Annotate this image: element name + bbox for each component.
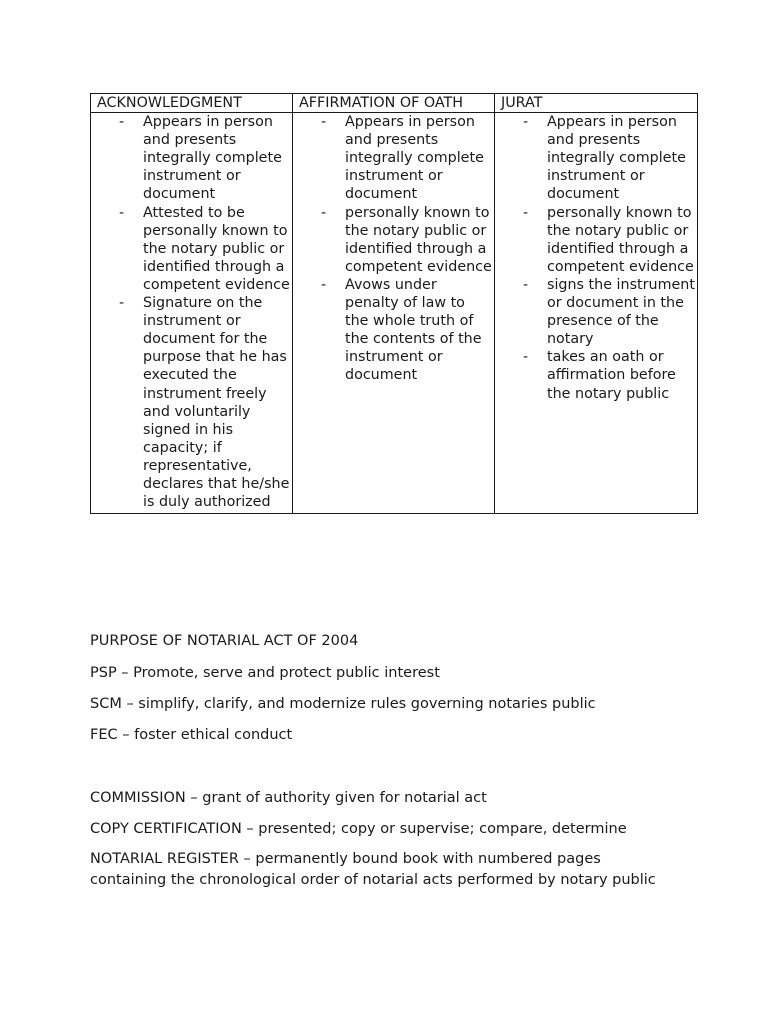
header-jurat: JURAT bbox=[495, 94, 698, 113]
list-item-text: Avows under penalty of law to the whole truth of the contents of the instrument or document bbox=[345, 276, 482, 384]
purpose-heading: PURPOSE OF NOTARIAL ACT OF 2004 bbox=[90, 633, 359, 649]
acknowledgment-list bbox=[91, 113, 292, 511]
notarial-acts-table bbox=[90, 93, 698, 514]
list-item-text: Appears in person and presents integrally complete instrument or document bbox=[345, 114, 484, 203]
definition-copy-certification: COPY CERTIFICATION – presented; copy or supervise; compare, determine bbox=[90, 821, 627, 837]
purpose-psp: PSP – Promote, serve and protect public interest bbox=[90, 665, 440, 681]
dash-bullet: - bbox=[119, 114, 125, 131]
jurat-list bbox=[495, 113, 697, 403]
list-item-text: Appears in person and presents integrally complete instrument or document bbox=[547, 114, 686, 203]
affirmation-list bbox=[293, 113, 494, 384]
dash-bullet: - bbox=[523, 349, 529, 366]
list-item bbox=[91, 204, 292, 294]
list-item bbox=[495, 113, 697, 203]
dash-bullet: - bbox=[523, 276, 529, 293]
list-item bbox=[91, 113, 292, 203]
dash-bullet: - bbox=[523, 114, 529, 131]
dash-bullet: - bbox=[321, 276, 327, 293]
purpose-scm: SCM – simplify, clarify, and modernize rules governing notaries public bbox=[90, 696, 596, 712]
list-item-text: takes an oath or affirmation before the notary public bbox=[547, 349, 676, 402]
list-item bbox=[293, 204, 494, 276]
dash-bullet: - bbox=[119, 204, 125, 221]
list-item bbox=[495, 348, 697, 402]
dash-bullet: - bbox=[119, 295, 125, 312]
purpose-fec: FEC – foster ethical conduct bbox=[90, 727, 293, 743]
list-item-text: Attested to be personally known to the notary public or identified through a competent evidence bbox=[143, 204, 290, 293]
list-item-text: Signature on the instrument or document for the purpose that he has executed the instrument freely and voluntarily signed in his capacity; if representative, declares that he/she is duly authorized bbox=[143, 295, 290, 511]
list-item-text: personally known to the notary public or identified through a competent evidence bbox=[547, 204, 694, 275]
definition-notarial-register: NOTARIAL REGISTER – permanently bound book with numbered pages containing the chronological order of notarial acts performed by notary public bbox=[90, 851, 656, 888]
dash-bullet: - bbox=[321, 114, 327, 131]
list-item-text: signs the instrument or document in the presence of the notary bbox=[547, 276, 695, 348]
affirmation-cell bbox=[293, 113, 495, 514]
header-affirmation-of-oath: AFFIRMATION OF OATH bbox=[293, 94, 495, 113]
table-body-row bbox=[91, 113, 698, 514]
list-item bbox=[495, 276, 697, 348]
list-item bbox=[495, 204, 697, 276]
list-item bbox=[293, 113, 494, 203]
acknowledgment-cell bbox=[91, 113, 293, 514]
table-header-row bbox=[91, 94, 698, 113]
dash-bullet: - bbox=[321, 204, 327, 221]
dash-bullet: - bbox=[523, 204, 529, 221]
header-acknowledgment: ACKNOWLEDGMENT bbox=[91, 94, 293, 113]
list-item-text: Appears in person and presents integrally complete instrument or document bbox=[143, 114, 282, 203]
list-item bbox=[91, 294, 292, 511]
jurat-cell bbox=[495, 113, 698, 514]
list-item-text: personally known to the notary public or identified through a competent evidence bbox=[345, 204, 492, 275]
list-item bbox=[293, 276, 494, 385]
definition-commission: COMMISSION – grant of authority given for notarial act bbox=[90, 790, 487, 806]
